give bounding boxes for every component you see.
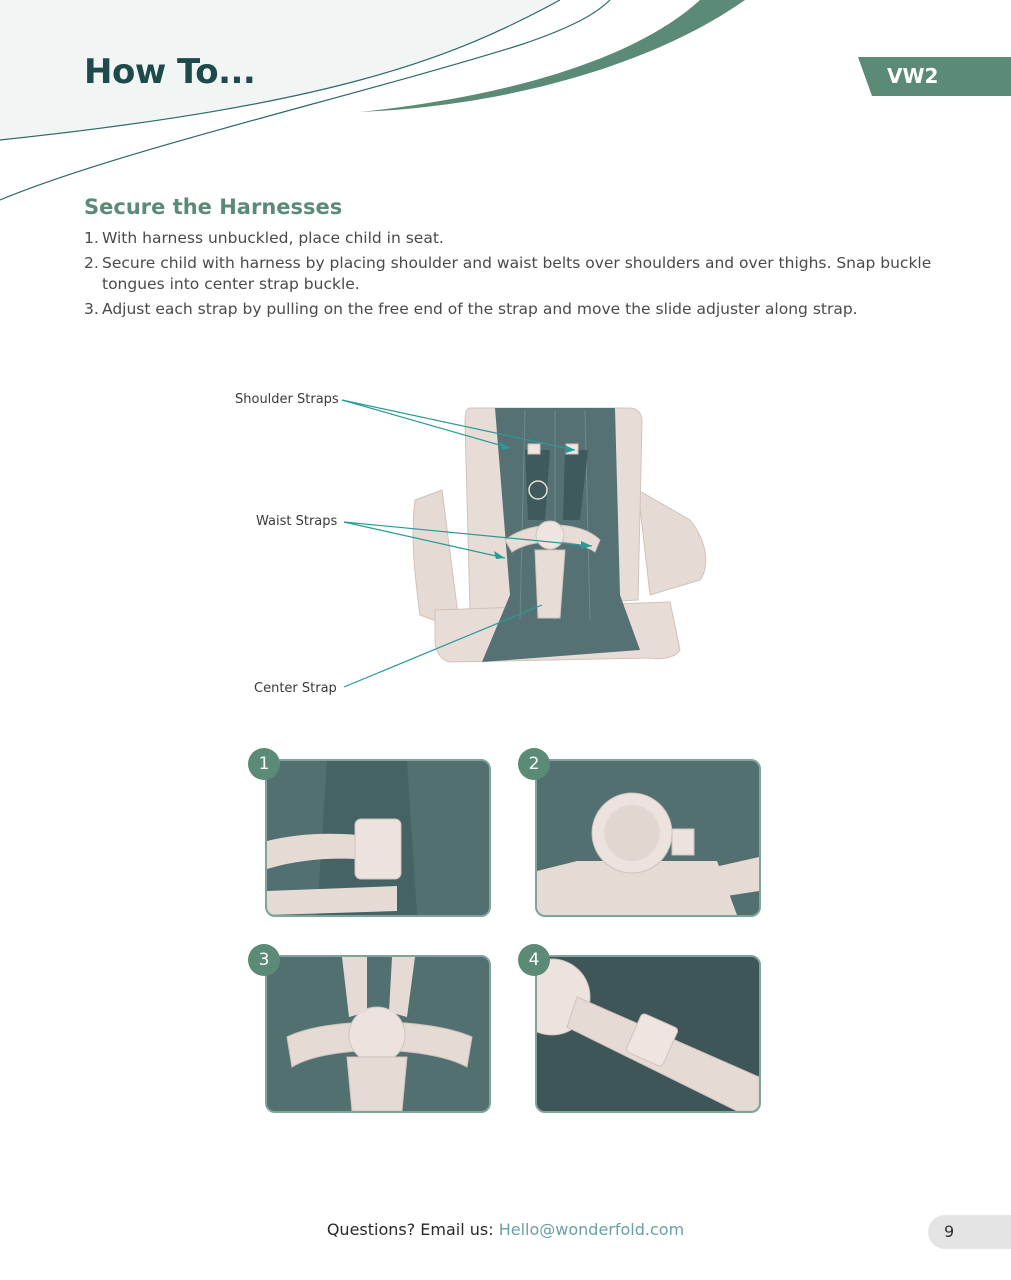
seat-illustration <box>220 380 780 700</box>
step-item <box>84 253 964 295</box>
footer-email-link[interactable]: Hello@wonderfold.com <box>498 1220 685 1239</box>
step-photo-4 <box>535 955 761 1113</box>
step-photo-2 <box>535 759 761 917</box>
step-badge-1: 1 <box>248 748 280 780</box>
step-number: 3. <box>84 300 99 318</box>
callout-shoulder-straps: Shoulder Straps <box>235 392 339 407</box>
footer-prompt: Questions? Email us: <box>326 1220 499 1239</box>
header-swoosh-art <box>0 0 1011 220</box>
seat-diagram <box>220 380 780 700</box>
callout-center-strap: Center Strap <box>254 681 337 696</box>
step-item <box>84 299 964 320</box>
step-text: Secure child with harness by placing shoulder and waist belts over shoulders and over thighs. Snap buckle <box>102 254 932 272</box>
model-tag-label: VW2 <box>887 64 939 88</box>
step-number: 1. <box>84 229 99 247</box>
page-title: How To... <box>84 52 256 92</box>
callout-waist-straps: Waist Straps <box>256 514 338 529</box>
footer-contact <box>0 1220 1011 1239</box>
step-text: Adjust each strap by pulling on the free end of the strap and move the slide adjuster along strap. <box>102 300 858 318</box>
step-photo-1 <box>265 759 491 917</box>
step-item <box>84 228 964 249</box>
step-photo-3 <box>265 955 491 1113</box>
model-tag <box>858 57 1011 96</box>
step-text-continued: tongues into center strap buckle. <box>102 275 360 293</box>
step-badge-4: 4 <box>518 944 550 976</box>
step-badge-2: 2 <box>518 748 550 780</box>
step-badge-3: 3 <box>248 944 280 976</box>
instruction-steps <box>84 228 964 324</box>
section-title: Secure the Harnesses <box>84 195 343 219</box>
step-number: 2. <box>84 254 99 272</box>
step-text: With harness unbuckled, place child in seat. <box>102 229 444 247</box>
page-number: 9 <box>944 1222 955 1241</box>
page-number-tab <box>928 1215 1011 1249</box>
